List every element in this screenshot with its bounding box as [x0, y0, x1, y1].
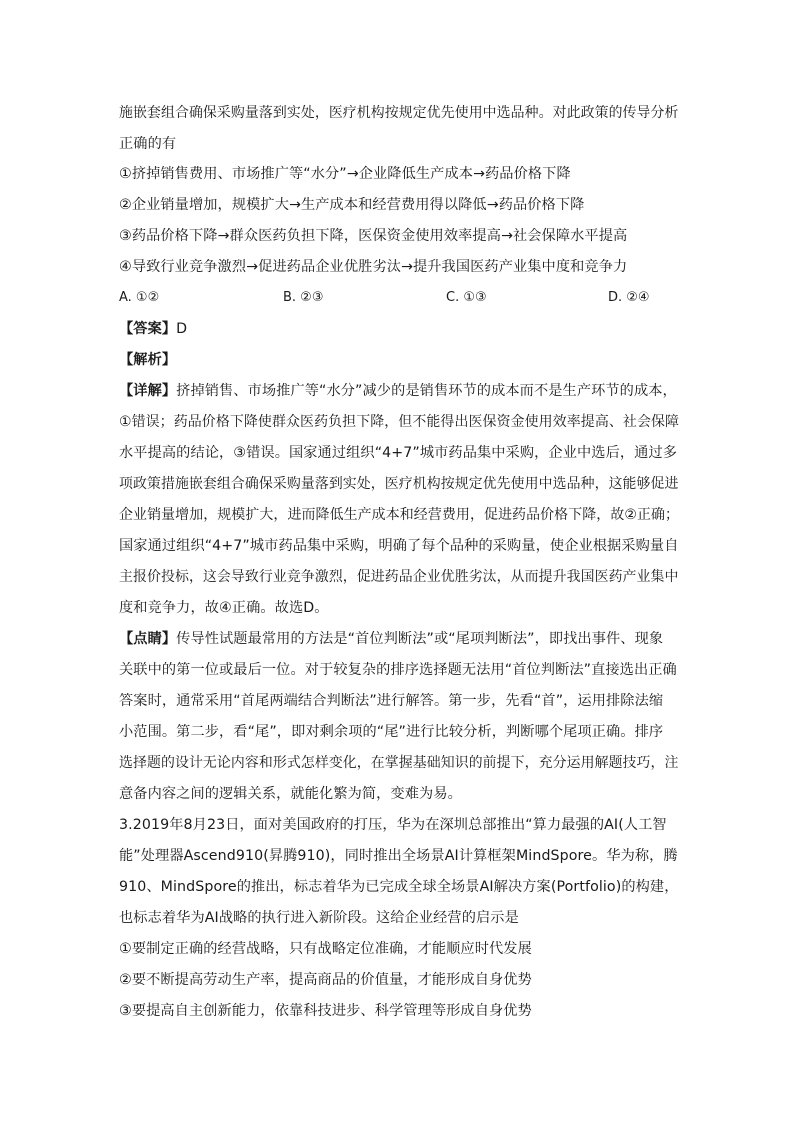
q3-stem-line-2: 能”处理器Ascend910(昇腾910)，同时推出全场景AI计算框架MindSpore。华为称，腾	[119, 848, 678, 864]
q2-tip-line-1	[119, 629, 679, 649]
q2-statement-3: ③药品价格下降→群众医药负担下降，医保资金使用效率提高→社会保障水平提高	[119, 228, 628, 244]
q2-detail-line-3: 水平提高的结论，③错误。国家通过组织“4+7”城市药品集中采购，企业中选后，通过多	[119, 445, 678, 461]
tip-tag: 【点睛】	[119, 631, 177, 647]
q2-detail-line-4: 项政策措施嵌套组合确保采购量落到实处，医疗机构按规定优先使用中选品种，这能够促进	[119, 476, 679, 492]
q2-analysis-tag	[119, 350, 679, 370]
q3-statement-2: ②要不断提高劳动生产率，提高商品的价值量，才能形成自身优势	[119, 972, 532, 988]
tip-text: 传导性试题最常用的方法是“首位判断法”或“尾项判断法”，即找出事件、现象	[176, 631, 664, 647]
q2-tip-line-3: 答案时，通常采用“首尾两端结合判断法”进行解答。第一步，先看“首”，运用排除法缩	[119, 693, 664, 709]
q2-option-b: B. ②③	[283, 290, 324, 305]
q2-option-c: C. ①③	[446, 290, 487, 305]
q2-detail-line-1	[119, 381, 679, 401]
answer-tag: 【答案】	[119, 321, 177, 337]
q3-stem-line-4: 也标志着华为AI战略的执行进入新阶段。这给企业经营的启示是	[119, 910, 519, 926]
q2-stem-line-1: 施嵌套组合确保采购量落到实处，医疗机构按规定优先使用中选品种。对此政策的传导分析	[119, 105, 679, 121]
q2-detail-line-6: 国家通过组织“4+7”城市药品集中采购，明确了每个品种的采购量，使企业根据采购量自	[119, 538, 679, 554]
answer-value: D	[176, 321, 188, 337]
q2-statement-4: ④导致行业竞争激烈→促进药品企业优胜劣汰→提升我国医药产业集中度和竞争力	[119, 259, 628, 275]
q2-detail-line-7: 主报价投标，这会导致行业竞争激烈，促进药品企业优胜劣汰，从而提升我国医药产业集中	[119, 569, 679, 585]
detail-text: 挤掉销售、市场推广等“水分”减少的是销售环节的成本而不是生产环节的成本，	[176, 383, 677, 399]
q2-tip-line-4: 小范围。第二步，看“尾”，即对剩余项的“尾”进行比较分析，判断哪个尾项正确。排序	[119, 724, 664, 740]
q2-option-a: A. ①②	[119, 290, 160, 305]
analysis-tag: 【解析】	[119, 352, 177, 368]
q2-statement-1: ①挤掉销售费用、市场推广等“水分”→企业降低生产成本→药品价格下降	[119, 166, 571, 182]
q2-option-d: D. ②④	[608, 290, 650, 305]
q3-statement-3: ③要提高自主创新能力，依靠科技进步、科学管理等形成自身优势	[119, 1003, 532, 1019]
q2-tip-line-5: 选择题的设计无论内容和形式怎样变化，在掌握基础知识的前提下，充分运用解题技巧，注	[119, 755, 679, 771]
q2-detail-line-2: ①错误；药品价格下降使群众医药负担下降，但不能得出医保资金使用效率提高、社会保障	[119, 414, 680, 430]
q3-statement-1: ①要制定正确的经营战略，只有战略定位准确，才能顺应时代发展	[119, 941, 532, 957]
q2-answer	[119, 319, 679, 339]
q3-stem-line-1: 3.2019年8月23日，面对美国政府的打压，华为在深圳总部推出“算力最强的AI(人工智	[119, 817, 667, 833]
q2-stem-line-2: 正确的有	[119, 136, 177, 152]
q2-tip-line-6: 意备内容之间的逻辑关系，就能化繁为简，变难为易。	[119, 786, 462, 802]
q2-tip-line-2: 关联中的第一位或最后一位。对于较复杂的排序选择题无法用“首位判断法”直接选出正确	[119, 662, 677, 678]
detail-tag: 【详解】	[119, 383, 177, 399]
q2-statement-2: ②企业销量增加，规模扩大→生产成本和经营费用得以降低→药品价格下降	[119, 197, 585, 213]
q2-detail-line-5: 企业销量增加，规模扩大，进而降低生产成本和经营费用，促进药品价格下降，故②正确；	[119, 507, 680, 523]
q3-stem-line-3: 910、MindSpore的推出，标志着华为已完成全球全场景AI解决方案(Portfolio)的构建，	[119, 879, 679, 895]
q2-detail-line-8: 度和竞争力，故④正确。故选D。	[119, 600, 329, 616]
